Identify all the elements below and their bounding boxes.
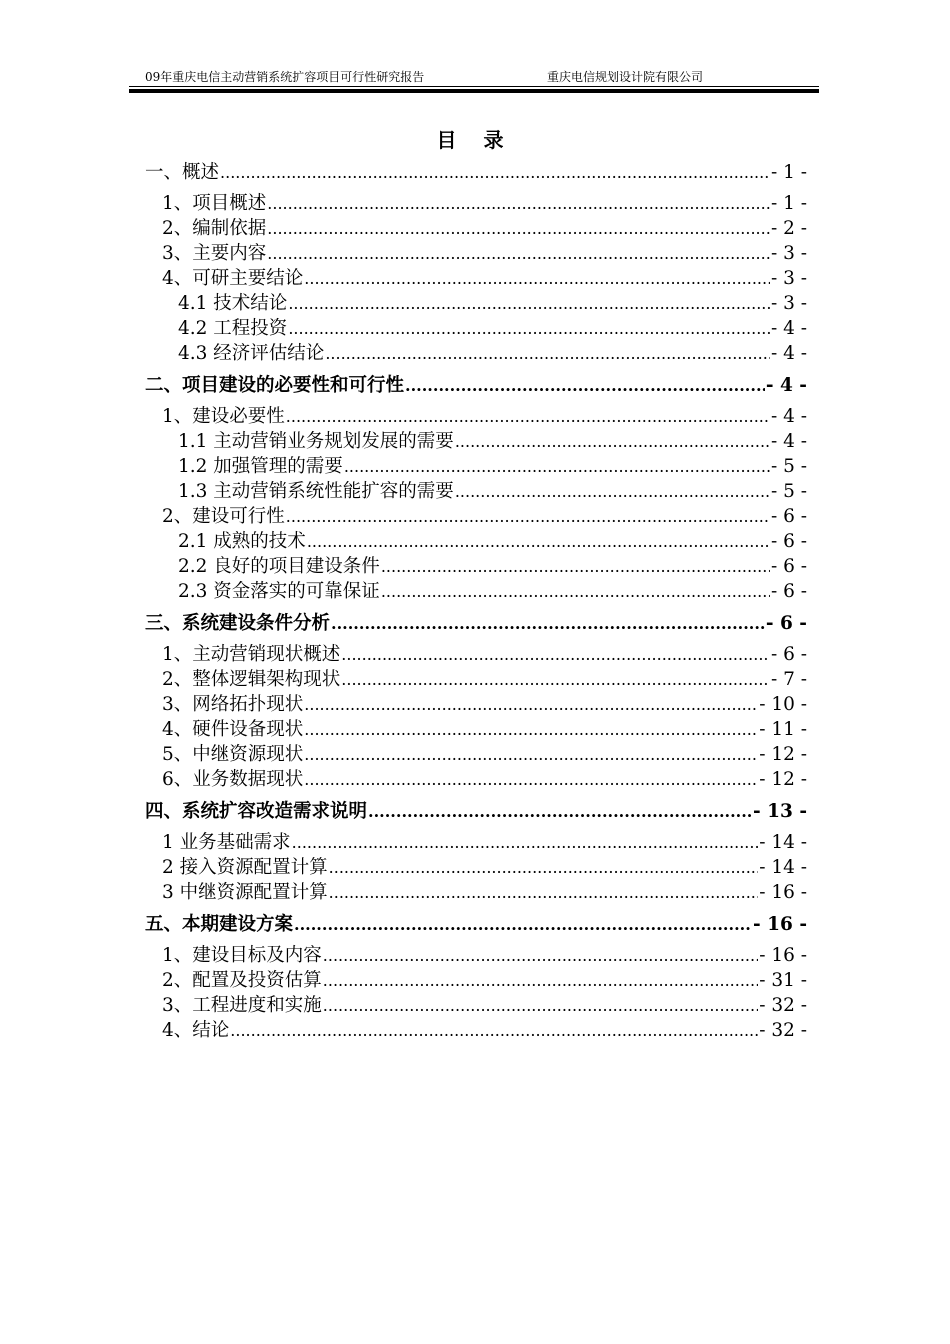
toc-leader-dots (381, 557, 770, 576)
toc-entry[interactable]: 1、主动营销现状概述 ..... - 6 - (145, 640, 807, 665)
header-rule-thin (129, 86, 819, 87)
toc-entry[interactable]: 1、项目概述 ..... - 1 - (145, 189, 807, 214)
toc-entry[interactable]: 1、建设目标及内容 ..... - 16 - (145, 941, 807, 966)
toc-entry[interactable]: 6、业务数据现状 ..... - 12 - (145, 765, 807, 790)
toc-entry[interactable]: 2.3 资金落实的可靠保证 ..... - 6 - (145, 577, 807, 602)
toc-leader-dots (307, 532, 770, 551)
toc-leader-dots (288, 294, 770, 313)
toc-entry[interactable]: 4、结论 ..... - 32 - (145, 1016, 807, 1041)
toc-entry-section-5[interactable]: 五、本期建设方案 ..... - 16 - (145, 910, 807, 935)
toc-entry[interactable]: 2、建设可行性 ..... - 6 - (145, 502, 807, 527)
toc-entry[interactable]: 1 业务基础需求 ..... - 14 - (145, 828, 807, 853)
toc-leader-dots (325, 344, 770, 363)
toc-entry[interactable]: 2.2 良好的项目建设条件 ..... - 6 - (145, 552, 807, 577)
toc-leader-dots (304, 770, 758, 789)
toc-leader-dots (323, 996, 758, 1015)
toc-leader-dots (304, 720, 758, 739)
toc-entry[interactable]: 4、可研主要结论 ..... - 3 - (145, 264, 807, 289)
toc-leader-dots (304, 745, 758, 764)
toc-entry[interactable]: 2 接入资源配置计算 ..... - 14 - (145, 853, 807, 878)
toc-entry[interactable]: 1.3 主动营销系统性能扩容的需要 ..... - 5 - (145, 477, 807, 502)
toc-entry[interactable]: 3、网络拓扑现状 ..... - 10 - (145, 690, 807, 715)
toc-leader-dots (286, 407, 770, 426)
toc-leader-dots (294, 915, 752, 934)
toc-leader-dots (329, 883, 759, 902)
toc-entry[interactable]: 3 中继资源配置计算 ..... - 16 - (145, 878, 807, 903)
toc-entry[interactable]: 1.1 主动营销业务规划发展的需要 ..... - 4 - (145, 427, 807, 452)
toc-entry[interactable]: 2、整体逻辑架构现状 ..... - 7 - (145, 665, 807, 690)
toc-entry-section-3[interactable]: 三、系统建设条件分析 ..... - 6 - (145, 609, 807, 634)
toc-leader-dots (292, 833, 759, 852)
toc-entry[interactable]: 1.2 加强管理的需要 ..... - 5 - (145, 452, 807, 477)
toc-leader-dots (341, 645, 770, 664)
toc-entry[interactable]: 2、配置及投资估算 ..... - 31 - (145, 966, 807, 991)
page-header (129, 60, 819, 96)
toc-leader-dots (455, 482, 770, 501)
toc-leader-dots (304, 269, 770, 288)
header-company-name: 重庆电信规划设计院有限公司 (547, 70, 704, 84)
toc-leader-dots (323, 971, 758, 990)
toc-entry[interactable]: 3、主要内容 ..... - 3 - (145, 239, 807, 264)
toc-leader-dots (323, 946, 758, 965)
toc-entry[interactable]: 4.3 经济评估结论 ..... - 4 - (145, 339, 807, 364)
toc-entry[interactable]: 5、中继资源现状 ..... - 12 - (145, 740, 807, 765)
toc-entry[interactable]: 4.2 工程投资 ..... - 4 - (145, 314, 807, 339)
toc-entry-section-4[interactable]: 四、系统扩容改造需求说明 ..... - 13 - (145, 797, 807, 822)
toc-leader-dots (405, 376, 765, 395)
toc-entry[interactable]: 3、工程进度和实施 ..... - 32 - (145, 991, 807, 1016)
header-rule-thick (129, 89, 819, 93)
toc-leader-dots (267, 219, 770, 238)
toc-leader-dots (230, 1021, 758, 1040)
toc-leader-dots (286, 507, 770, 526)
toc-entry[interactable]: 4.1 技术结论 ..... - 3 - (145, 289, 807, 314)
toc-leader-dots (341, 670, 770, 689)
toc-leader-dots (329, 858, 759, 877)
header-report-title: 09年重庆电信主动营销系统扩容项目可行性研究报告 (145, 70, 425, 84)
toc-leader-dots (304, 695, 758, 714)
toc-leader-dots (368, 802, 752, 821)
toc-leader-dots (288, 319, 770, 338)
toc-entry[interactable]: 2、编制依据 ..... - 2 - (145, 214, 807, 239)
toc-entry[interactable]: 2.1 成熟的技术 ..... - 6 - (145, 527, 807, 552)
toc-leader-dots (267, 194, 770, 213)
toc-leader-dots (331, 614, 765, 633)
toc-leader-dots (455, 432, 770, 451)
toc-leader-dots (220, 163, 770, 182)
toc-leader-dots (267, 244, 770, 263)
page-title: 目 录 (436, 128, 514, 152)
toc-entry[interactable]: 4、硬件设备现状 ..... - 11 - (145, 715, 807, 740)
toc-entry[interactable]: 1、建设必要性 ..... - 4 - (145, 402, 807, 427)
table-of-contents (145, 158, 807, 1041)
toc-entry-section-1[interactable]: 一、概述 ..... - 1 - (145, 158, 807, 183)
toc-entry-section-2[interactable]: 二、项目建设的必要性和可行性 ..... - 4 - (145, 371, 807, 396)
toc-leader-dots (381, 582, 770, 601)
toc-leader-dots (344, 457, 770, 476)
